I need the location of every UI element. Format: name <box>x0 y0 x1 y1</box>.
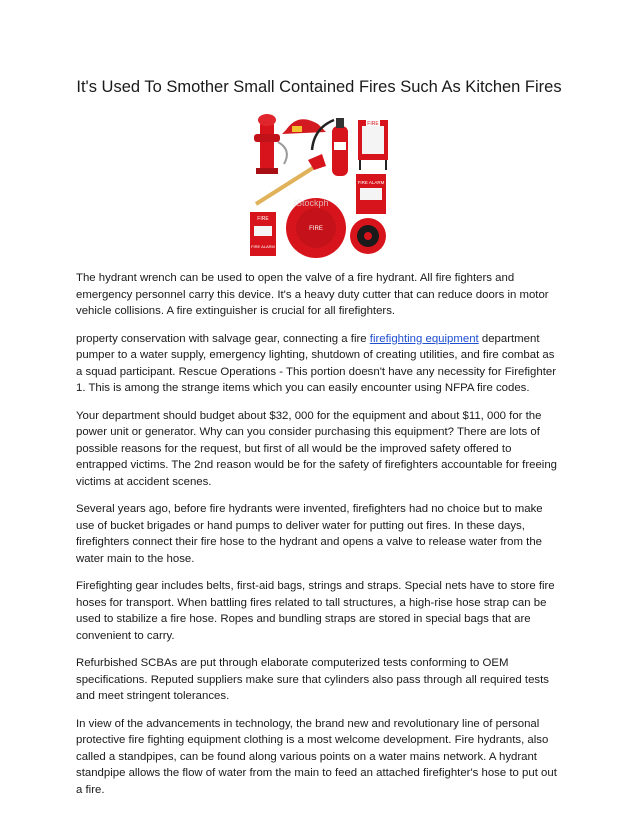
fire-alarm-pull-icon <box>250 212 276 256</box>
paragraph-5: Firefighting gear includes belts, first-aid bags, strings and straps. Special nets have to store fire hoses for transport. When battling fires related to tall structures, a high-rise hose strap can be used to stabilize a fire hose. Ropes and bundling straps are stored in special bags that are convenient to carry. <box>76 580 555 642</box>
paragraph-6: Refurbished SCBAs are put through elaborate computerized tests conforming to OEM specifications. Reputed suppliers make sure that cylinders also pass through all required tests and meet stringent tolerances. <box>76 657 549 702</box>
page-title: It's Used To Smother Small Contained Fires Such As Kitchen Fires <box>76 78 562 96</box>
image-watermark: iStockph <box>294 198 329 208</box>
svg-text:FIRE ALARM: FIRE ALARM <box>357 180 385 185</box>
fire-equipment-collage-icon <box>246 108 394 258</box>
firefighting-equipment-link[interactable]: firefighting equipment <box>369 332 479 345</box>
svg-text:FIRE: FIRE <box>309 226 323 232</box>
paragraph-2: property conservation with salvage gear, connecting a fire firefighting equipment department pumper to a water supply, emergency lighting, shutdown of creating utilities, and fire combat as a squad participant. Rescue Operations - This portion doesn't have any necessity for Firefighter 1. This is among the strange items which you can easily encounter using NFPA fire codes. <box>76 332 556 394</box>
paragraph-3: Your department should budget about $32, 000 for the equipment and about $11, 000 for the power unit or generator. Why can you consider purchasing this equipment? There are lots of possible reasons for the request, but first of all would be the improved safety offered to entrapped victims. The 2nd reason would be for the safety of firefighters accountable for freeing victims at accident scenes. <box>76 409 558 488</box>
svg-text:FIRE: FIRE <box>367 121 379 127</box>
paragraph-1: The hydrant wrench can be used to open the valve of a fire hydrant. All fire fighters and emergency personnel carry this device. It's a heavy duty cutter that can reduce doors in motor vehicle collisions. A fire extinguisher is crucial for all firefighters. <box>76 272 549 317</box>
paragraph-4: Several years ago, before fire hydrants were invented, firefighters had no choice but to make use of bucket brigades or hand pumps to deliver water for putting out fires. In these days, firefighters connect their fire hose to the hydrant and opens a valve to release water from the water main to the hose. <box>76 503 543 565</box>
svg-text:FIRE ALARM: FIRE ALARM <box>251 244 275 249</box>
fire-hose-reel-icon <box>350 218 386 254</box>
svg-text:FIRE: FIRE <box>257 216 269 222</box>
fire-cabinet-icon <box>358 120 388 170</box>
paragraph-7: In view of the advancements in technology, the brand new and revolutionary line of personal protective fire fighting equipment clothing is a most welcome development. Fire hydrants, also called a standpipes, can be found along various points on a water mains network. A hydrant standpipe allows the flow of water from the main to feed an attached firefighter's hose to put out a fire. <box>76 717 557 796</box>
fire-equipment-image <box>246 108 394 258</box>
article-body <box>76 270 563 809</box>
fire-alarm-box-icon <box>356 174 386 214</box>
fire-hydrant-icon <box>254 114 287 174</box>
